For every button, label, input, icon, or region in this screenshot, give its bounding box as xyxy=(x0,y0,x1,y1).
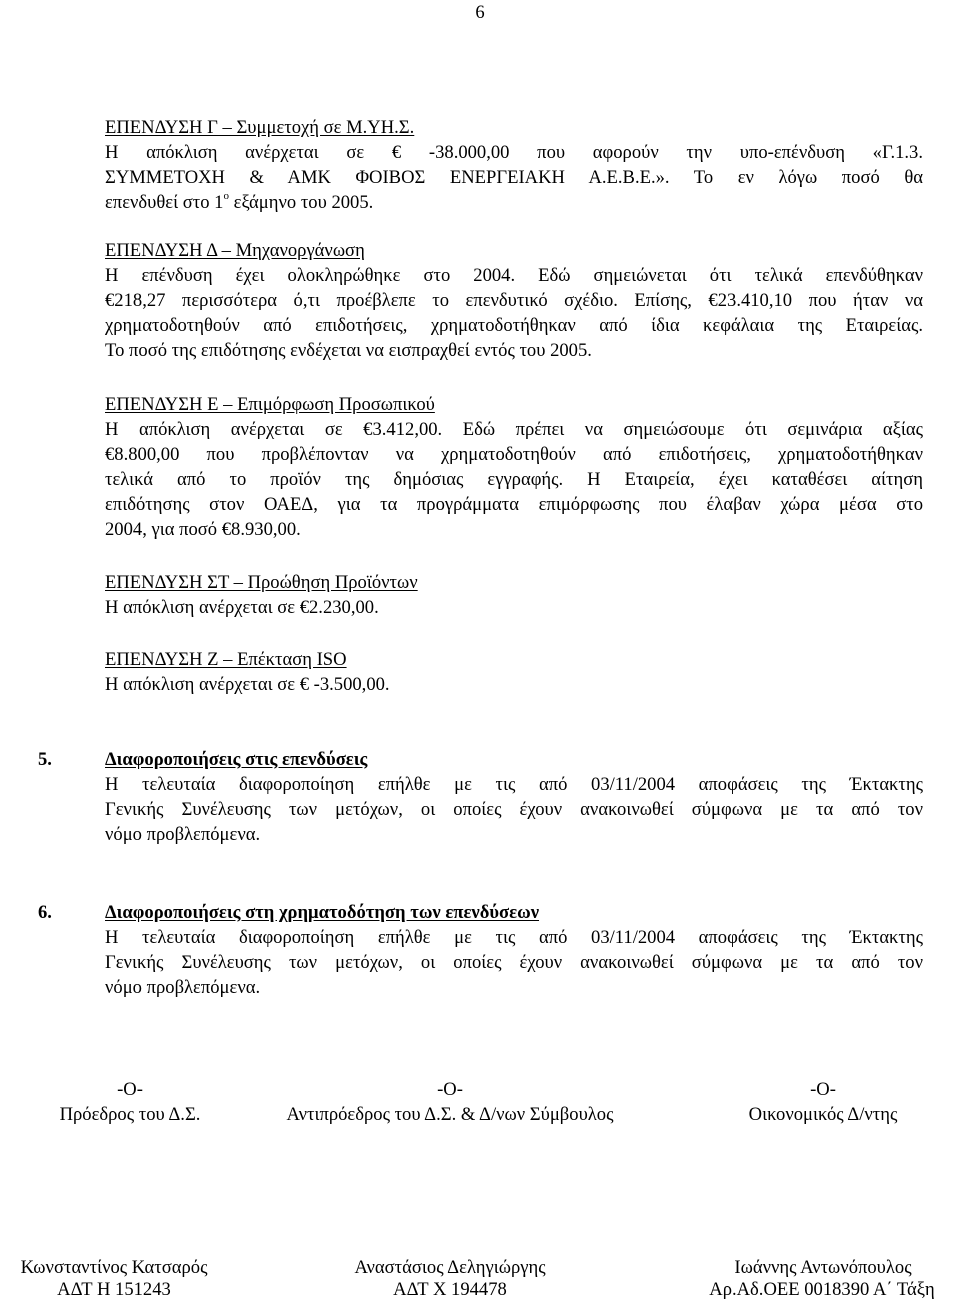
text-line: νόμο προβλεπόμενα. xyxy=(105,824,261,845)
section-delta xyxy=(105,238,923,363)
text-line: Γενικής Συνέλευσης των μετόχων, οι οποίες έχουν ανακοινωθεί σύμφωνα με τα από τον xyxy=(105,952,923,973)
section-title: ΕΠΕΝΔΥΣΗ Δ – Μηχανοργάνωση xyxy=(105,240,365,261)
text-line: Γενικής Συνέλευσης των μετόχων, οι οποίες έχουν ανακοινωθεί σύμφωνα με τα από τον xyxy=(105,799,923,820)
section-title: ΕΠΕΝΔΥΣΗ Ζ – Επέκταση ISO xyxy=(105,649,347,670)
text-line: τελικά από το προϊόν της δημόσιας εγγραφής. Η Εταιρεία, έχει καταθέσει αίτηση xyxy=(105,469,923,490)
section-title: ΕΠΕΝΔΥΣΗ ΣΤ – Προώθηση Προϊόντων xyxy=(105,572,418,593)
text-line: Η επένδυση έχει ολοκληρώθηκε στο 2004. Εδώ σημειώνεται ότι τελικά επενδύθηκαν xyxy=(105,265,923,286)
section-gamma xyxy=(105,115,923,215)
section-epsilon xyxy=(105,392,923,542)
item-heading: Διαφοροποιήσεις στη χρηματοδότηση των επενδύσεων xyxy=(105,902,540,923)
text-line: Η απόκλιση ανέρχεται σε € -38.000,00 που αφορούν την υπο-επένδυση «Γ.1.3. xyxy=(105,142,923,163)
signature-role: Οικονομικός Δ/ντης xyxy=(748,1104,898,1125)
text-line: Το ποσό της επιδότησης ενδέχεται να εισπραχθεί εντός του 2005. xyxy=(105,340,592,361)
signature-mark: -Ο- xyxy=(437,1079,463,1100)
signatory-name: Κωνσταντίνος Κατσαρός xyxy=(20,1257,208,1278)
signatory-id: ΑΔΤ Η 151243 xyxy=(57,1279,171,1300)
section-z xyxy=(105,647,923,697)
signatory-id: Αρ.Αδ.ΟΕΕ 0018390 Α΄ Τάξη xyxy=(709,1279,935,1300)
page-number: 6 xyxy=(475,2,485,23)
text-line: χρηματοδοτηθούν από επιδοτήσεις, χρηματοδοτήθηκαν από ίδια κεφάλαια της Εταιρείας. xyxy=(105,315,923,336)
item-5 xyxy=(105,747,923,847)
item-heading: Διαφοροποιήσεις στις επενδύσεις xyxy=(105,749,368,770)
signature-mark: -Ο- xyxy=(117,1079,143,1100)
text-line: νόμο προβλεπόμενα. xyxy=(105,977,261,998)
text-line: Η τελευταία διαφοροποίηση επήλθε με τις από 03/11/2004 αποφάσεις της Έκτακτης xyxy=(105,774,923,795)
item-number: 5. xyxy=(38,749,52,770)
text-line: €8.800,00 που προβλέπονταν να χρηματοδοτηθούν από επιδοτήσεις, χρηματοδοτήθηκαν xyxy=(105,444,923,465)
item-number: 6. xyxy=(38,902,52,923)
text-line: 2004, για ποσό €8.930,00. xyxy=(105,519,301,540)
signature-mark: -Ο- xyxy=(810,1079,836,1100)
text-line: €218,27 περισσότερα ό,τι προέβλεπε το επενδυτικό σχέδιο. Επίσης, €23.410,10 που ήταν να xyxy=(105,290,923,311)
signatory-name: Ιωάννης Αντωνόπουλος xyxy=(734,1257,912,1278)
section-st xyxy=(105,570,923,620)
text-line: Η απόκλιση ανέρχεται σε €3.412,00. Εδώ πρέπει να σημειώσουμε ότι σεμινάρια αξίας xyxy=(105,419,923,440)
text-line: Η απόκλιση ανέρχεται σε € -3.500,00. xyxy=(105,674,390,695)
text-line: επενδυθεί στο $1^o$ εξάμηνο του 2005. xyxy=(105,189,374,213)
section-title: ΕΠΕΝΔΥΣΗ Ε – Επιμόρφωση Προσωπικού xyxy=(105,394,435,415)
signatory-name: Αναστάσιος Δεληγιώργης xyxy=(354,1257,546,1278)
text-line: ΣΥΜΜΕΤΟΧΗ & ΑΜΚ ΦΟΙΒΟΣ ΕΝΕΡΓΕΙΑΚΗ Α.Ε.Β.Ε.». Το εν λόγω ποσό θα xyxy=(105,167,923,188)
signatory-id: ΑΔΤ Χ 194478 xyxy=(393,1279,507,1300)
signature-role: Πρόεδρος του Δ.Σ. xyxy=(59,1104,201,1125)
text-line: Η απόκλιση ανέρχεται σε €2.230,00. xyxy=(105,597,379,618)
section-title: ΕΠΕΝΔΥΣΗ Γ – Συμμετοχή σε Μ.ΥΗ.Σ. xyxy=(105,117,415,138)
signature-role: Αντιπρόεδρος του Δ.Σ. & Δ/νων Σύμβουλος xyxy=(286,1104,614,1125)
text-line: Η τελευταία διαφοροποίηση επήλθε με τις από 03/11/2004 αποφάσεις της Έκτακτης xyxy=(105,927,923,948)
item-6 xyxy=(105,900,923,1000)
text-line: επιδότησης στον ΟΑΕΔ, για τα προγράμματα επιμόρφωσης που έλαβαν χώρα μέσα στο xyxy=(105,494,923,515)
